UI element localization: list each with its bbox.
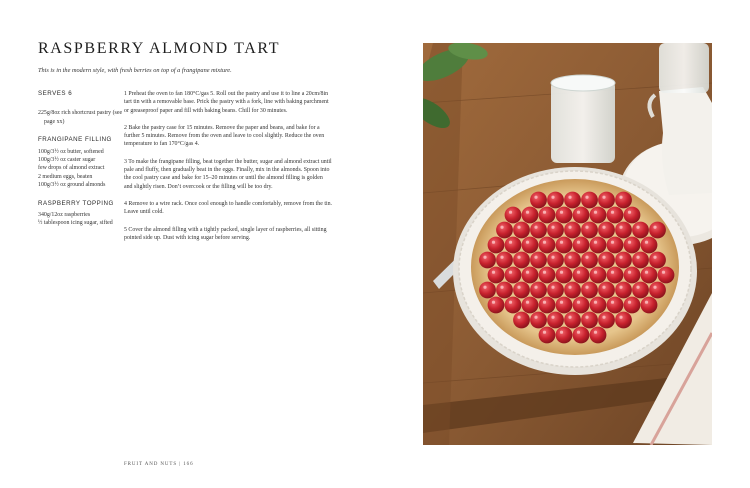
- ingredient-item: 2 medium eggs, beaten: [38, 173, 93, 180]
- raspberry: [547, 312, 564, 329]
- raspberry: [547, 252, 564, 269]
- raspberry: [539, 207, 556, 224]
- raspberry-highlight: [543, 301, 546, 304]
- raspberry: [615, 252, 632, 269]
- raspberry-highlight: [517, 226, 520, 229]
- raspberry: [641, 297, 658, 314]
- raspberry: [564, 252, 581, 269]
- pastry-ingredients-list: [38, 109, 124, 126]
- raspberry-highlight: [483, 256, 486, 259]
- raspberry: [649, 252, 666, 269]
- raspberry: [547, 282, 564, 299]
- raspberry: [573, 267, 590, 284]
- raspberry-highlight: [585, 286, 588, 289]
- recipe-title: RASPBERRY ALMOND TART: [38, 40, 281, 57]
- raspberry-highlight: [619, 256, 622, 259]
- raspberry-highlight: [568, 316, 571, 319]
- raspberry: [564, 192, 581, 209]
- raspberry-highlight: [551, 316, 554, 319]
- raspberry-highlight: [568, 196, 571, 199]
- raspberry-highlight: [509, 271, 512, 274]
- raspberry-highlight: [560, 241, 563, 244]
- filling-ingredients-list: [38, 148, 124, 190]
- raspberry: [649, 282, 666, 299]
- raspberry: [530, 312, 547, 329]
- raspberry-highlight: [602, 286, 605, 289]
- raspberry: [488, 297, 505, 314]
- raspberry: [556, 327, 573, 344]
- raspberry: [522, 237, 539, 254]
- raspberry: [488, 237, 505, 254]
- raspberry: [564, 312, 581, 329]
- raspberry: [530, 192, 547, 209]
- ingredient-item: 100g/3½ oz butter, softened: [38, 148, 104, 155]
- method-step: 1 Preheat the oven to fan 180°C/gas 5. Roll out the pastry and use it to line a 20cm/8in tart tin with a removable base. Prick the pastry with a fork, line with baking parchment or greaseproof paper and fill with baking beans. Chill for 30 minutes.: [124, 91, 329, 114]
- raspberry-highlight: [602, 316, 605, 319]
- raspberry-highlight: [636, 226, 639, 229]
- raspberry: [641, 267, 658, 284]
- raspberry: [598, 312, 615, 329]
- raspberry: [496, 252, 513, 269]
- raspberry: [624, 297, 641, 314]
- raspberry: [598, 222, 615, 239]
- raspberry: [530, 252, 547, 269]
- raspberry: [539, 327, 556, 344]
- raspberry-highlight: [577, 271, 580, 274]
- raspberry-highlight: [568, 286, 571, 289]
- raspberry-highlight: [585, 226, 588, 229]
- raspberry: [632, 252, 649, 269]
- raspberry: [496, 222, 513, 239]
- raspberry: [556, 207, 573, 224]
- raspberry-highlight: [645, 271, 648, 274]
- raspberry-highlight: [585, 196, 588, 199]
- method-step: 2 Bake the pastry case for 15 minutes. Remove the paper and beans, and bake for a further 5 minutes. Remove from the oven and leave to cool slightly. Reduce the oven temperature to fan 170°C/gas 4.: [124, 124, 325, 148]
- raspberry: [530, 222, 547, 239]
- raspberry: [556, 237, 573, 254]
- raspberry-highlight: [594, 271, 597, 274]
- raspberry-highlight: [636, 286, 639, 289]
- raspberry: [641, 237, 658, 254]
- raspberry: [590, 237, 607, 254]
- raspberry: [598, 252, 615, 269]
- raspberry-highlight: [543, 331, 546, 334]
- raspberry: [581, 252, 598, 269]
- raspberry-highlight: [585, 316, 588, 319]
- raspberry-highlight: [500, 226, 503, 229]
- raspberry-highlight: [628, 211, 631, 214]
- raspberry-highlight: [602, 196, 605, 199]
- raspberry: [624, 267, 641, 284]
- raspberry: [649, 222, 666, 239]
- raspberry-highlight: [517, 256, 520, 259]
- raspberry: [607, 267, 624, 284]
- serves-heading: SERVES 6: [38, 90, 73, 97]
- raspberry: [581, 222, 598, 239]
- raspberry-highlight: [602, 256, 605, 259]
- raspberry-highlight: [534, 286, 537, 289]
- raspberry-highlight: [611, 301, 614, 304]
- raspberry: [530, 282, 547, 299]
- raspberry-highlight: [534, 316, 537, 319]
- raspberry-highlight: [628, 301, 631, 304]
- ingredient-item: 225g/8oz rich shortcrust pastry (see page xx): [38, 110, 123, 125]
- raspberry-highlight: [568, 226, 571, 229]
- raspberry-highlight: [534, 226, 537, 229]
- raspberry-highlight: [619, 196, 622, 199]
- raspberry: [488, 267, 505, 284]
- raspberry: [615, 192, 632, 209]
- raspberry-highlight: [543, 211, 546, 214]
- raspberry: [547, 222, 564, 239]
- raspberry: [590, 297, 607, 314]
- raspberry-highlight: [534, 196, 537, 199]
- raspberry: [513, 222, 530, 239]
- ingredient-item: few drops of almond extract: [38, 165, 105, 172]
- raspberry: [547, 192, 564, 209]
- raspberry-highlight: [577, 301, 580, 304]
- raspberry: [496, 282, 513, 299]
- raspberry: [607, 237, 624, 254]
- method-column: [124, 90, 332, 251]
- raspberry: [573, 237, 590, 254]
- raspberry-highlight: [645, 241, 648, 244]
- raspberry-highlight: [560, 301, 563, 304]
- raspberry: [581, 312, 598, 329]
- raspberry-highlight: [619, 286, 622, 289]
- raspberry: [624, 207, 641, 224]
- raspberry-highlight: [509, 211, 512, 214]
- raspberry-highlight: [483, 286, 486, 289]
- raspberry-highlight: [526, 301, 529, 304]
- raspberry: [590, 327, 607, 344]
- raspberry: [513, 282, 530, 299]
- raspberry: [505, 297, 522, 314]
- raspberry: [573, 207, 590, 224]
- raspberry: [539, 237, 556, 254]
- raspberry-highlight: [534, 256, 537, 259]
- raspberry-highlight: [645, 301, 648, 304]
- raspberry-highlight: [594, 241, 597, 244]
- raspberry: [522, 297, 539, 314]
- raspberry-highlight: [509, 241, 512, 244]
- topping-ingredients-list: [38, 211, 124, 228]
- raspberry-highlight: [543, 271, 546, 274]
- raspberry-highlight: [594, 331, 597, 334]
- raspberry: [505, 207, 522, 224]
- raspberry: [539, 297, 556, 314]
- raspberry: [624, 237, 641, 254]
- raspberry: [615, 222, 632, 239]
- ingredient-item: 100g/3½ oz caster sugar: [38, 157, 96, 164]
- raspberry-highlight: [628, 271, 631, 274]
- raspberry-highlight: [577, 211, 580, 214]
- raspberry-highlight: [543, 241, 546, 244]
- raspberry-highlight: [509, 301, 512, 304]
- raspberry: [590, 267, 607, 284]
- raspberry: [522, 207, 539, 224]
- raspberry-highlight: [628, 241, 631, 244]
- raspberry: [581, 192, 598, 209]
- raspberry: [615, 312, 632, 329]
- raspberry: [658, 267, 675, 284]
- ingredient-item: 340g/12oz raspberries: [38, 212, 91, 219]
- raspberry-highlight: [560, 331, 563, 334]
- raspberry: [556, 297, 573, 314]
- raspberry-highlight: [551, 256, 554, 259]
- raspberry: [539, 267, 556, 284]
- raspberry-highlight: [636, 256, 639, 259]
- filling-heading: FRANGIPANE FILLING: [38, 136, 112, 144]
- raspberry-highlight: [594, 301, 597, 304]
- ingredient-item: ½ tablespoon icing sugar, sifted: [38, 220, 113, 227]
- raspberry-highlight: [594, 211, 597, 214]
- raspberry: [505, 267, 522, 284]
- raspberry-highlight: [662, 271, 665, 274]
- raspberry-highlight: [500, 256, 503, 259]
- raspberry-highlight: [577, 241, 580, 244]
- raspberry-highlight: [653, 286, 656, 289]
- raspberry-highlight: [517, 316, 520, 319]
- raspberry: [573, 297, 590, 314]
- raspberry: [598, 282, 615, 299]
- raspberry: [632, 282, 649, 299]
- raspberry-highlight: [551, 286, 554, 289]
- raspberry: [598, 192, 615, 209]
- raspberry-highlight: [492, 301, 495, 304]
- raspberry-highlight: [551, 226, 554, 229]
- page-footer: FRUIT AND NUTS | 166: [124, 462, 194, 467]
- raspberry-highlight: [619, 316, 622, 319]
- raspberry: [607, 297, 624, 314]
- raspberry: [505, 237, 522, 254]
- raspberry-highlight: [602, 226, 605, 229]
- topping-heading: RASPBERRY TOPPING: [38, 199, 114, 207]
- raspberry: [522, 267, 539, 284]
- raspberry-highlight: [551, 196, 554, 199]
- raspberry: [573, 327, 590, 344]
- raspberry: [479, 282, 496, 299]
- raspberry: [513, 252, 530, 269]
- raspberry-highlight: [492, 271, 495, 274]
- raspberry-highlight: [653, 226, 656, 229]
- raspberry-highlight: [611, 241, 614, 244]
- raspberry-highlight: [585, 256, 588, 259]
- raspberry: [513, 312, 530, 329]
- raspberry-highlight: [611, 271, 614, 274]
- raspberry: [564, 282, 581, 299]
- raspberry-highlight: [492, 241, 495, 244]
- raspberry-highlight: [526, 271, 529, 274]
- raspberry: [615, 282, 632, 299]
- raspberry-highlight: [560, 211, 563, 214]
- raspberry-highlight: [560, 271, 563, 274]
- raspberry: [581, 282, 598, 299]
- raspberry-tart-photo: [423, 43, 712, 445]
- raspberry-highlight: [619, 226, 622, 229]
- raspberry-highlight: [577, 331, 580, 334]
- raspberry-highlight: [526, 241, 529, 244]
- raspberry-highlight: [526, 211, 529, 214]
- ingredient-item: 100g/3½ oz ground almonds: [38, 182, 106, 189]
- raspberry-highlight: [611, 211, 614, 214]
- raspberry: [632, 222, 649, 239]
- method-step: 5 Cover the almond filling with a tightly packed, single layer of raspberries, all sitting pointed side up. Dust with icing sugar before serving.: [124, 226, 327, 241]
- ingredients-column: [38, 90, 124, 228]
- method-step: 4 Remove to a wire rack. Once cool enough to handle comfortably, remove from the tin. Leave until cold.: [124, 200, 333, 216]
- raspberry-highlight: [517, 286, 520, 289]
- method-step: 3 To make the frangipane filling, beat together the butter, sugar and almond extract until pale and fluffy, then gradually beat in the eggs. Finally, mix in the almonds. Spoon into the cool pastry case and bake for 15–20 minutes or until the almond filling is golden and slightly risen. Don’t overcook or the filling will be too dry.: [124, 158, 332, 190]
- raspberry: [590, 207, 607, 224]
- recipe-intro: This is in the modern style, with fresh berries on top of a frangipane mixture.: [38, 67, 232, 74]
- raspberry: [556, 267, 573, 284]
- raspberry: [607, 207, 624, 224]
- raspberry-highlight: [653, 256, 656, 259]
- raspberry-highlight: [500, 286, 503, 289]
- raspberry-highlight: [568, 256, 571, 259]
- raspberry: [564, 222, 581, 239]
- raspberry: [479, 252, 496, 269]
